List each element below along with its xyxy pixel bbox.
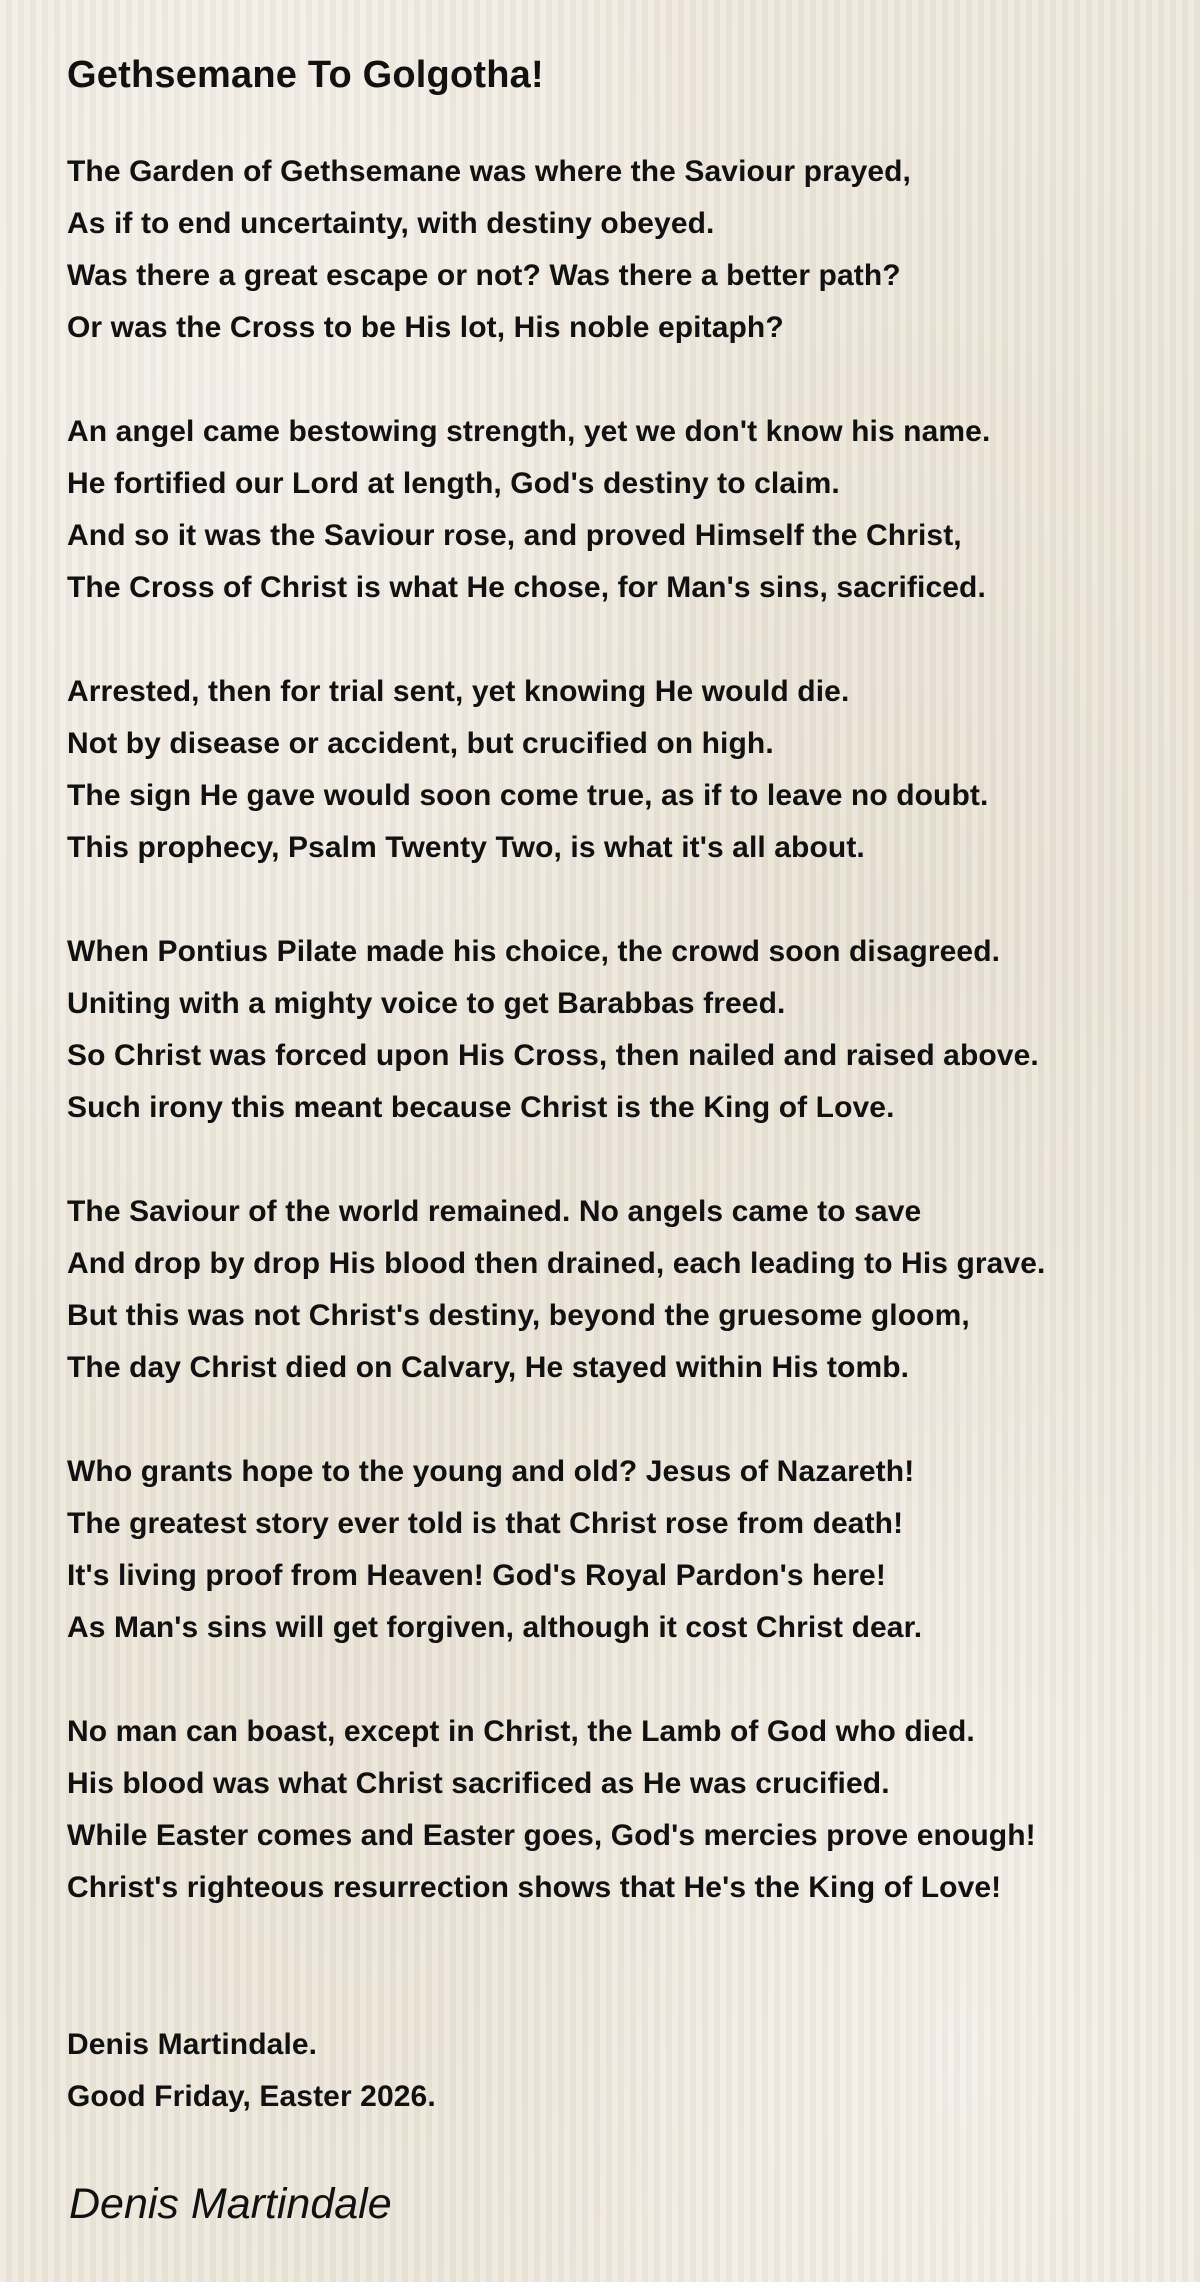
poem-line: An angel came bestowing strength, yet we don't know his name. bbox=[67, 415, 991, 448]
poem-line: And so it was the Saviour rose, and proved Himself the Christ, bbox=[67, 519, 962, 552]
poem-line: Such irony this meant because Christ is the King of Love. bbox=[67, 1091, 895, 1124]
poem-line: The Saviour of the world remained. No angels came to save bbox=[67, 1195, 922, 1228]
closing-line-date: Good Friday, Easter 2026. bbox=[67, 2080, 436, 2113]
stanza bbox=[67, 666, 1177, 874]
poem-body bbox=[67, 146, 1177, 1966]
poem-line: But this was not Christ's destiny, beyond the gruesome gloom, bbox=[67, 1299, 970, 1332]
poem-line: While Easter comes and Easter goes, God's mercies prove enough! bbox=[67, 1819, 1036, 1852]
poem-line: And drop by drop His blood then drained, each leading to His grave. bbox=[67, 1247, 1046, 1280]
poem-line: The Garden of Gethsemane was where the Saviour prayed, bbox=[67, 155, 911, 188]
closing-line-author: Denis Martindale. bbox=[67, 2028, 318, 2061]
poem-line: Or was the Cross to be His lot, His noble epitaph? bbox=[67, 311, 784, 344]
stanza bbox=[67, 406, 1177, 614]
poem-line: When Pontius Pilate made his choice, the crowd soon disagreed. bbox=[67, 935, 1001, 968]
stanza bbox=[67, 1446, 1177, 1654]
poem-line: It's living proof from Heaven! God's Royal Pardon's here! bbox=[67, 1559, 886, 1592]
poem-line: Uniting with a mighty voice to get Barabbas freed. bbox=[67, 987, 786, 1020]
stanza bbox=[67, 1706, 1177, 1914]
poem-line: The day Christ died on Calvary, He stayed within His tomb. bbox=[67, 1351, 910, 1384]
poem-line: Not by disease or accident, but crucified on high. bbox=[67, 727, 774, 760]
poem-line: Arrested, then for trial sent, yet knowing He would die. bbox=[67, 675, 850, 708]
poem-line: Was there a great escape or not? Was there a better path? bbox=[67, 259, 901, 292]
author-signature: Denis Martindale bbox=[69, 2180, 392, 2228]
poem-closing bbox=[67, 2019, 436, 2123]
poem-line: So Christ was forced upon His Cross, then nailed and raised above. bbox=[67, 1039, 1039, 1072]
poem-line: Christ's righteous resurrection shows that He's the King of Love! bbox=[67, 1871, 1002, 1904]
poem-line: As Man's sins will get forgiven, although it cost Christ dear. bbox=[67, 1611, 923, 1644]
poem-line: This prophecy, Psalm Twenty Two, is what it's all about. bbox=[67, 831, 865, 864]
stanza bbox=[67, 146, 1177, 354]
poem-line: The sign He gave would soon come true, as if to leave no doubt. bbox=[67, 779, 989, 812]
poem-line: As if to end uncertainty, with destiny obeyed. bbox=[67, 207, 715, 240]
poem-line: His blood was what Christ sacrificed as He was crucified. bbox=[67, 1767, 890, 1800]
stanza bbox=[67, 926, 1177, 1134]
stanza bbox=[67, 1186, 1177, 1394]
poem-line: Who grants hope to the young and old? Jesus of Nazareth! bbox=[67, 1455, 915, 1488]
poem-line: The Cross of Christ is what He chose, for Man's sins, sacrificed. bbox=[67, 571, 986, 604]
poem-line: The greatest story ever told is that Christ rose from death! bbox=[67, 1507, 904, 1540]
poem-title: Gethsemane To Golgotha! bbox=[67, 54, 544, 96]
poem-line: No man can boast, except in Christ, the Lamb of God who died. bbox=[67, 1715, 975, 1748]
poem-line: He fortified our Lord at length, God's destiny to claim. bbox=[67, 467, 840, 500]
